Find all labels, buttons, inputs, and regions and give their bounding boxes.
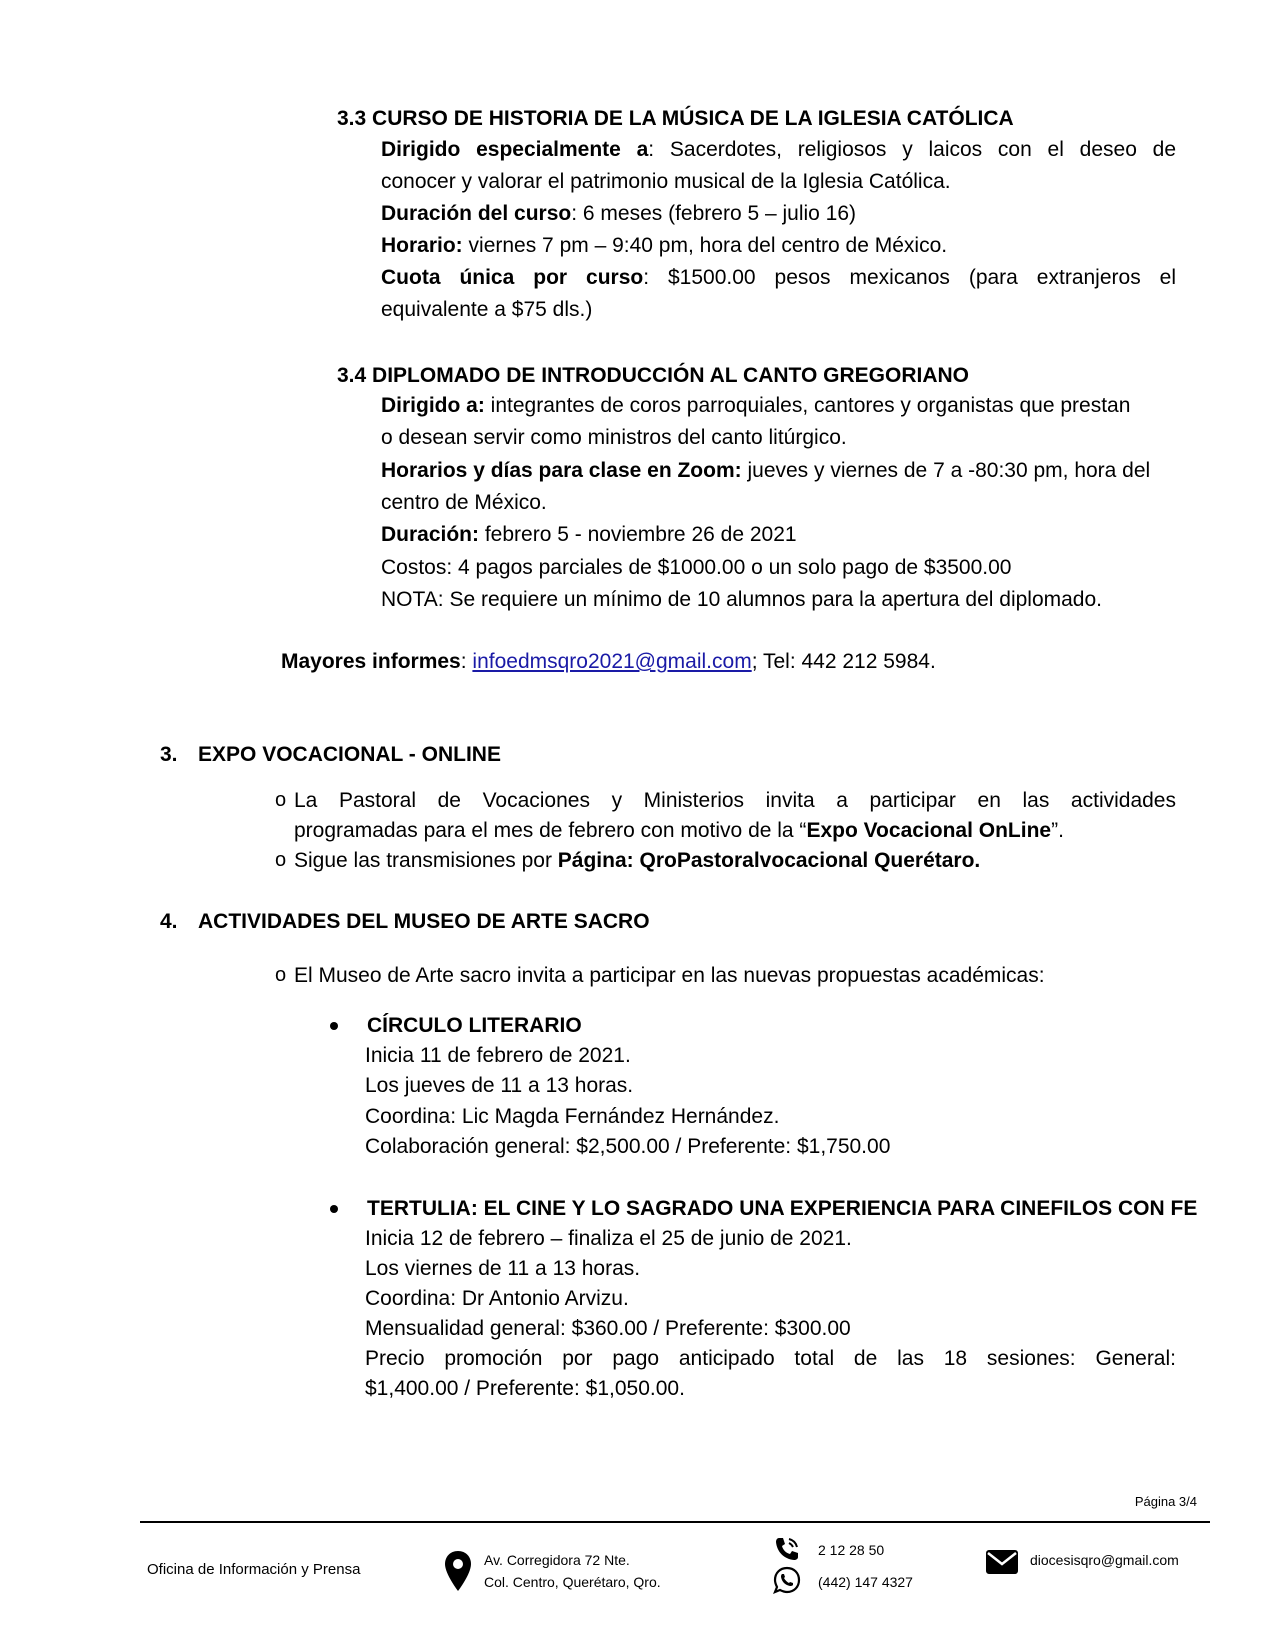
informes-tel: ; Tel: 442 212 5984.: [751, 650, 936, 673]
informes-label: Mayores informes: [281, 650, 461, 673]
bullet-dot-1: [330, 1022, 338, 1030]
s4-item1-l1: Inicia 11 de febrero de 2021.: [365, 1044, 631, 1067]
s4-item2-l2: Los viernes de 11 a 13 horas.: [365, 1257, 641, 1280]
s33-dirigido-line1: Dirigido especialmente a: Sacerdotes, religiosos y laicos con el deseo de: [381, 138, 1177, 161]
section-3-title: EXPO VOCACIONAL - ONLINE: [198, 743, 501, 766]
section-3-4-title: 3.4 DIPLOMADO DE INTRODUCCIÓN AL CANTO GREGORIANO: [337, 364, 969, 387]
s4-item1-l3: Coordina: Lic Magda Fernández Hernández.: [365, 1105, 780, 1128]
footer-whatsapp: (442) 147 4327: [818, 1574, 913, 1590]
s34-costos: Costos: 4 pagos parciales de $1000.00 o un solo pago de $3500.00: [381, 556, 1012, 579]
section-4-number: 4.: [160, 910, 178, 933]
s4-item2-title: TERTULIA: EL CINE Y LO SAGRADO UNA EXPERIENCIA PARA CINEFILOS CON FE: [367, 1197, 1198, 1220]
footer-divider: [140, 1521, 1210, 1523]
section-3-3-title: 3.3 CURSO DE HISTORIA DE LA MÚSICA DE LA IGLESIA CATÓLICA: [337, 107, 1014, 130]
footer-phone: 2 12 28 50: [818, 1542, 885, 1558]
s3-bullet-2: o: [275, 849, 287, 871]
s4-item2-l1: Inicia 12 de febrero – finaliza el 25 de junio de 2021.: [365, 1227, 852, 1250]
section-4-title: ACTIVIDADES DEL MUSEO DE ARTE SACRO: [198, 910, 650, 933]
s34-horarios-line2: centro de México.: [381, 491, 547, 514]
s4-item1-l4: Colaboración general: $2,500.00 / Preferente: $1,750.00: [365, 1135, 891, 1158]
s4-item2-l6: $1,400.00 / Preferente: $1,050.00.: [365, 1377, 685, 1400]
s4-bullet-intro: o: [275, 964, 287, 986]
s33-horario: Horario: viernes 7 pm – 9:40 pm, hora del centro de México.: [381, 234, 948, 257]
phone-icon: [773, 1535, 801, 1563]
footer-office: Oficina de Información y Prensa: [147, 1561, 361, 1578]
informes-email-link[interactable]: infoedmsqro2021@gmail.com: [472, 650, 752, 673]
footer-address-line2: Col. Centro, Querétaro, Qro.: [484, 1574, 661, 1590]
s4-item2-l4: Mensualidad general: $360.00 / Preferente: $300.00: [365, 1317, 851, 1340]
footer-email: diocesisqro@gmail.com: [1030, 1552, 1179, 1568]
page-number: Página 3/4: [1134, 1494, 1197, 1509]
s34-horarios-line1: Horarios y días para clase en Zoom: jueves y viernes de 7 a -80:30 pm, hora del: [381, 459, 1151, 482]
whatsapp-icon: [773, 1566, 801, 1594]
mayores-informes: Mayores informes: infoedmsqro2021@gmail.com; Tel: 442 212 5984.: [281, 650, 936, 673]
s3-item2: Sigue las transmisiones por Página: QroPastoralvocacional Querétaro.: [294, 849, 981, 872]
s4-intro: El Museo de Arte sacro invita a participar en las nuevas propuestas académicas:: [294, 964, 1045, 987]
s4-item1-l2: Los jueves de 11 a 13 horas.: [365, 1074, 634, 1097]
s34-dirigido-line1: Dirigido a: integrantes de coros parroquiales, cantores y organistas que prestan: [381, 394, 1131, 417]
s34-nota: NOTA: Se requiere un mínimo de 10 alumnos para la apertura del diplomado.: [381, 588, 1103, 611]
s4-item1-title: CÍRCULO LITERARIO: [367, 1014, 582, 1037]
s33-cuota-line2: equivalente a $75 dls.): [381, 298, 593, 321]
s34-dirigido-line2: o desean servir como ministros del canto litúrgico.: [381, 426, 847, 449]
s3-item1-line2: programadas para el mes de febrero con motivo de la “Expo Vocacional OnLine”.: [294, 819, 1064, 842]
s34-duracion: Duración: febrero 5 - noviembre 26 de 2021: [381, 523, 797, 546]
footer-address-line1: Av. Corregidora 72 Nte.: [484, 1552, 630, 1568]
bullet-dot-2: [330, 1205, 338, 1213]
s33-cuota-line1: Cuota única por curso: $1500.00 pesos mexicanos (para extranjeros el: [381, 266, 1176, 289]
s3-bullet-1: o: [275, 789, 287, 811]
s33-duracion: Duración del curso: 6 meses (febrero 5 – julio 16): [381, 202, 857, 225]
s3-item1-line1: La Pastoral de Vocaciones y Ministerios invita a participar en las actividades: [294, 789, 1176, 812]
s33-dirigido-line2: conocer y valorar el patrimonio musical de la Iglesia Católica.: [381, 170, 951, 193]
section-3-number: 3.: [160, 743, 178, 766]
location-pin-icon: [444, 1550, 472, 1592]
s4-item2-l5: Precio promoción por pago anticipado total de las 18 sesiones: General:: [365, 1347, 1176, 1370]
s4-item2-l3: Coordina: Dr Antonio Arvizu.: [365, 1287, 629, 1310]
envelope-icon: [985, 1549, 1019, 1575]
